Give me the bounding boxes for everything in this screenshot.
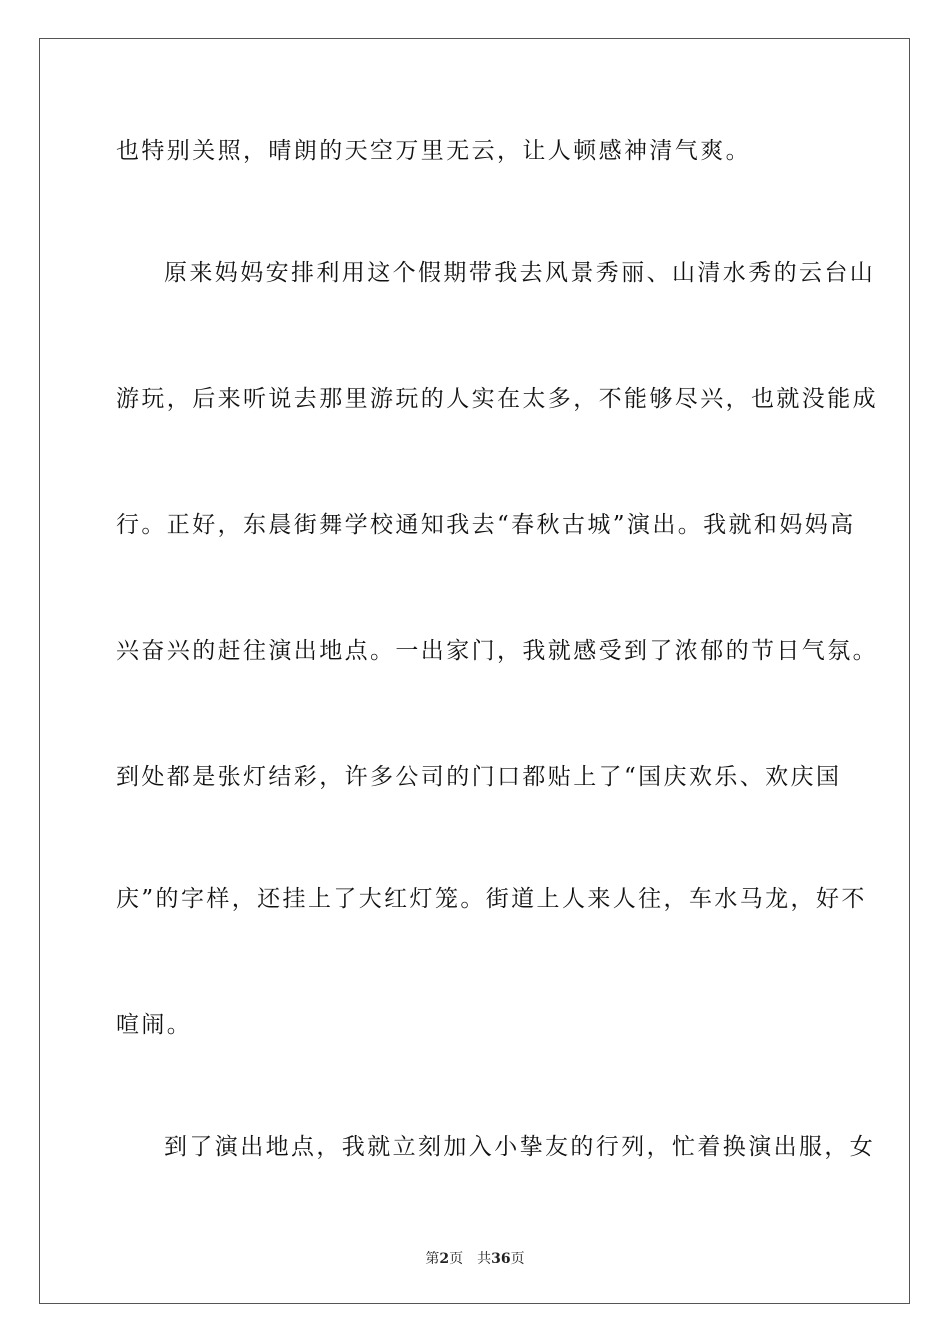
total-pages-number: 36 <box>491 1251 511 1267</box>
paragraph-line: 到处都是张灯结彩，许多公司的门口都贴上了“国庆欢乐、欢庆国 <box>116 764 842 790</box>
paragraph-line: 庆”的字样，还挂上了大红灯笼。街道上人来人往，车水马龙，好不 <box>116 886 867 912</box>
paragraph-line: 也特别关照，晴朗的天空万里无云，让人顿感神清气爽。 <box>116 138 751 164</box>
page-border <box>39 38 910 1304</box>
paragraph-line: 行。正好，东晨街舞学校通知我去“春秋古城”演出。我就和妈妈高 <box>116 512 856 538</box>
page-suffix: 页 <box>510 1251 525 1267</box>
page-mid-text: 页 共 <box>449 1251 492 1267</box>
page-footer <box>0 1248 950 1268</box>
paragraph-line: 喧闹。 <box>116 1012 193 1038</box>
paragraph-line: 兴奋兴的赶往演出地点。一出家门，我就感受到了浓郁的节日气氛。 <box>116 638 878 664</box>
paragraph-line: 游玩，后来听说去那里游玩的人实在太多，不能够尽兴，也就没能成 <box>116 386 878 412</box>
paragraph-line: 原来妈妈安排利用这个假期带我去风景秀丽、山清水秀的云台山 <box>164 260 876 286</box>
current-page-number: 2 <box>439 1251 450 1267</box>
page-prefix: 第 <box>425 1251 440 1267</box>
paragraph-line: 到了演出地点，我就立刻加入小挚友的行列，忙着换演出服，女 <box>164 1134 876 1160</box>
